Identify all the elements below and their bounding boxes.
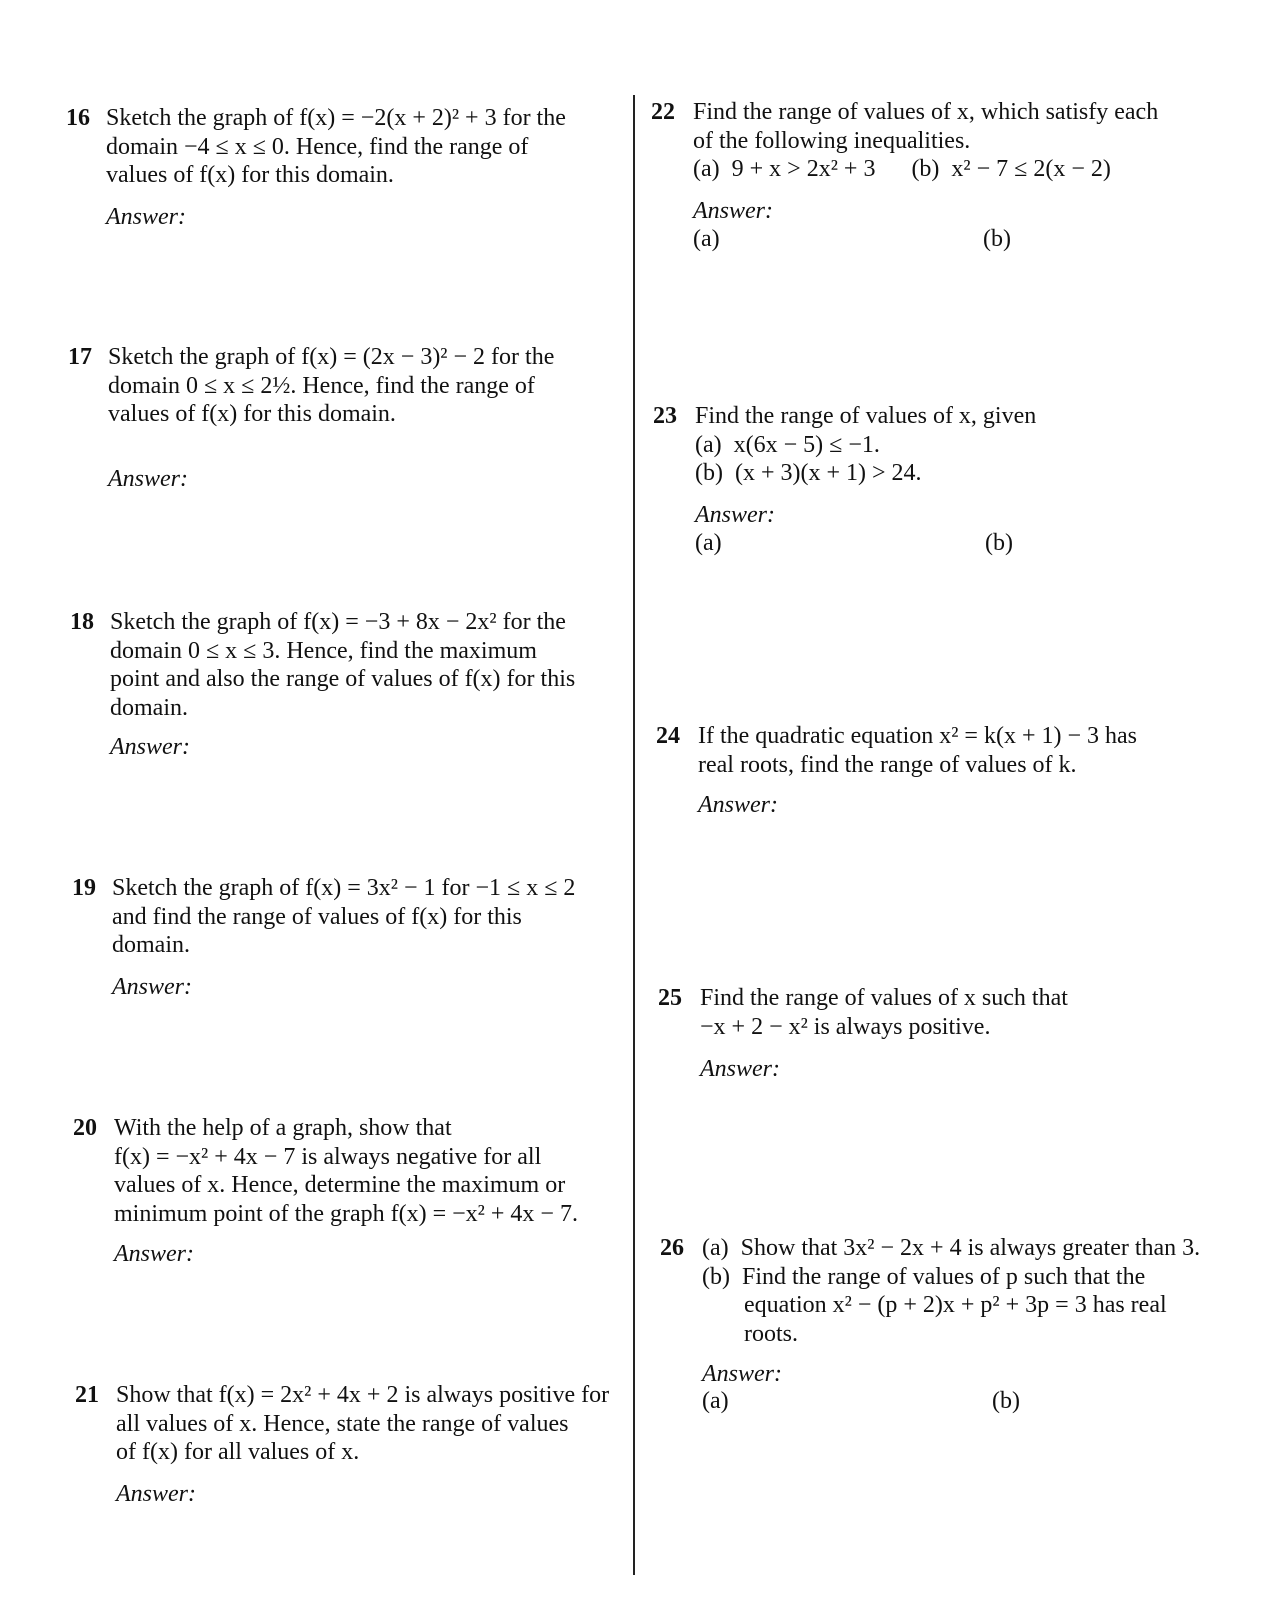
answer-label: Answer: [110, 734, 190, 760]
question-text [108, 343, 604, 429]
question-number: 18 [70, 609, 94, 635]
answer-label: Answer: [702, 1361, 782, 1387]
question-line: −x + 2 − x² is always positive. [700, 1013, 991, 1040]
question-number: 20 [73, 1115, 97, 1141]
question-line: (b) Find the range of values of p such that the [702, 1263, 1146, 1290]
question-text [695, 402, 1067, 488]
question-line: (a) 9 + x > 2x² + 3 (b) x² − 7 ≤ 2(x − 2) [693, 156, 1111, 182]
question-line: values of f(x) for this domain. [106, 162, 394, 188]
answer-part-a: (a) [693, 226, 720, 252]
question-line: f(x) = −x² + 4x − 7 is always negative for all [114, 1143, 542, 1170]
answer-part-a: (a) [702, 1388, 729, 1414]
question-line: point and also the range of values of f(x) for this [110, 666, 576, 692]
question-number: 26 [660, 1235, 684, 1261]
question-line: of f(x) for all values of x. [116, 1439, 360, 1465]
answer-label: Answer: [106, 204, 186, 230]
question-line: minimum point of the graph f(x) = −x² + 4x − 7. [114, 1200, 578, 1227]
question-text [702, 1234, 1201, 1348]
question-line: values of f(x) for this domain. [108, 401, 396, 427]
question-line: (a) Show that 3x² − 2x + 4 is always greater than 3. [702, 1235, 1201, 1261]
answer-label: Answer: [698, 792, 778, 818]
question-number: 24 [656, 723, 680, 749]
question-number: 25 [658, 985, 682, 1011]
question-line: domain. [110, 694, 188, 721]
question-line: Show that f(x) = 2x² + 4x + 2 is always positive for [116, 1382, 610, 1408]
question-text [116, 1381, 612, 1467]
question-line: domain 0 ≤ x ≤ 3. Hence, find the maximum [110, 637, 537, 664]
answer-label: Answer: [114, 1241, 194, 1267]
question-line: Find the range of values of x, which satisfy each [693, 99, 1159, 125]
question-text [110, 608, 606, 722]
question-number: 17 [68, 344, 92, 370]
answer-part-a: (a) [695, 530, 722, 556]
question-line: domain −4 ≤ x ≤ 0. Hence, find the range of [106, 133, 529, 160]
question-number: 16 [66, 105, 90, 131]
question-line: (a) x(6x − 5) ≤ −1. [695, 431, 880, 458]
answer-label: Answer: [112, 974, 192, 1000]
question-line: all values of x. Hence, state the range of values [116, 1410, 569, 1437]
question-line: Sketch the graph of f(x) = (2x − 3)² − 2 for the [108, 344, 555, 370]
answer-label: Answer: [695, 502, 775, 528]
answer-label: Answer: [700, 1056, 780, 1082]
question-line: With the help of a graph, show that [114, 1115, 452, 1141]
question-text [698, 722, 1194, 779]
answer-part-b: (b) [992, 1388, 1020, 1414]
question-line: Find the range of values of x such that [700, 985, 1068, 1011]
question-line: values of x. Hence, determine the maximum or [114, 1172, 566, 1198]
question-line: If the quadratic equation x² = k(x + 1) − 3 has [698, 723, 1138, 749]
question-number: 19 [72, 875, 96, 901]
question-number: 23 [653, 403, 677, 429]
question-text [114, 1114, 610, 1228]
answer-part-b: (b) [985, 530, 1013, 556]
question-text [700, 984, 1196, 1041]
question-number: 22 [651, 99, 675, 125]
question-line: domain 0 ≤ x ≤ 2½. Hence, find the range of [108, 372, 535, 399]
question-line: real roots, find the range of values of k. [698, 751, 1077, 778]
question-line: equation x² − (p + 2)x + p² + 3p = 3 has real [702, 1292, 1167, 1318]
question-line: domain. [112, 932, 190, 958]
answer-label: Answer: [108, 466, 188, 492]
question-line: and find the range of values of f(x) for this [112, 903, 522, 930]
question-text [693, 98, 1189, 184]
answer-label: Answer: [116, 1481, 196, 1507]
question-line: roots. [702, 1320, 798, 1347]
question-line: of the following inequalities. [693, 127, 971, 154]
answer-label: Answer: [693, 198, 773, 224]
answer-part-b: (b) [983, 226, 1011, 252]
question-line: Sketch the graph of f(x) = −2(x + 2)² + 3 for the [106, 105, 566, 131]
question-line: Sketch the graph of f(x) = −3 + 8x − 2x² for the [110, 609, 566, 635]
question-text [112, 874, 608, 960]
question-line: (b) (x + 3)(x + 1) > 24. [695, 460, 922, 486]
question-line: Sketch the graph of f(x) = 3x² − 1 for −1 ≤ x ≤ 2 [112, 875, 576, 901]
question-line: Find the range of values of x, given [695, 403, 1037, 429]
question-number: 21 [75, 1382, 99, 1408]
column-divider [633, 95, 635, 1575]
question-text [106, 104, 602, 190]
